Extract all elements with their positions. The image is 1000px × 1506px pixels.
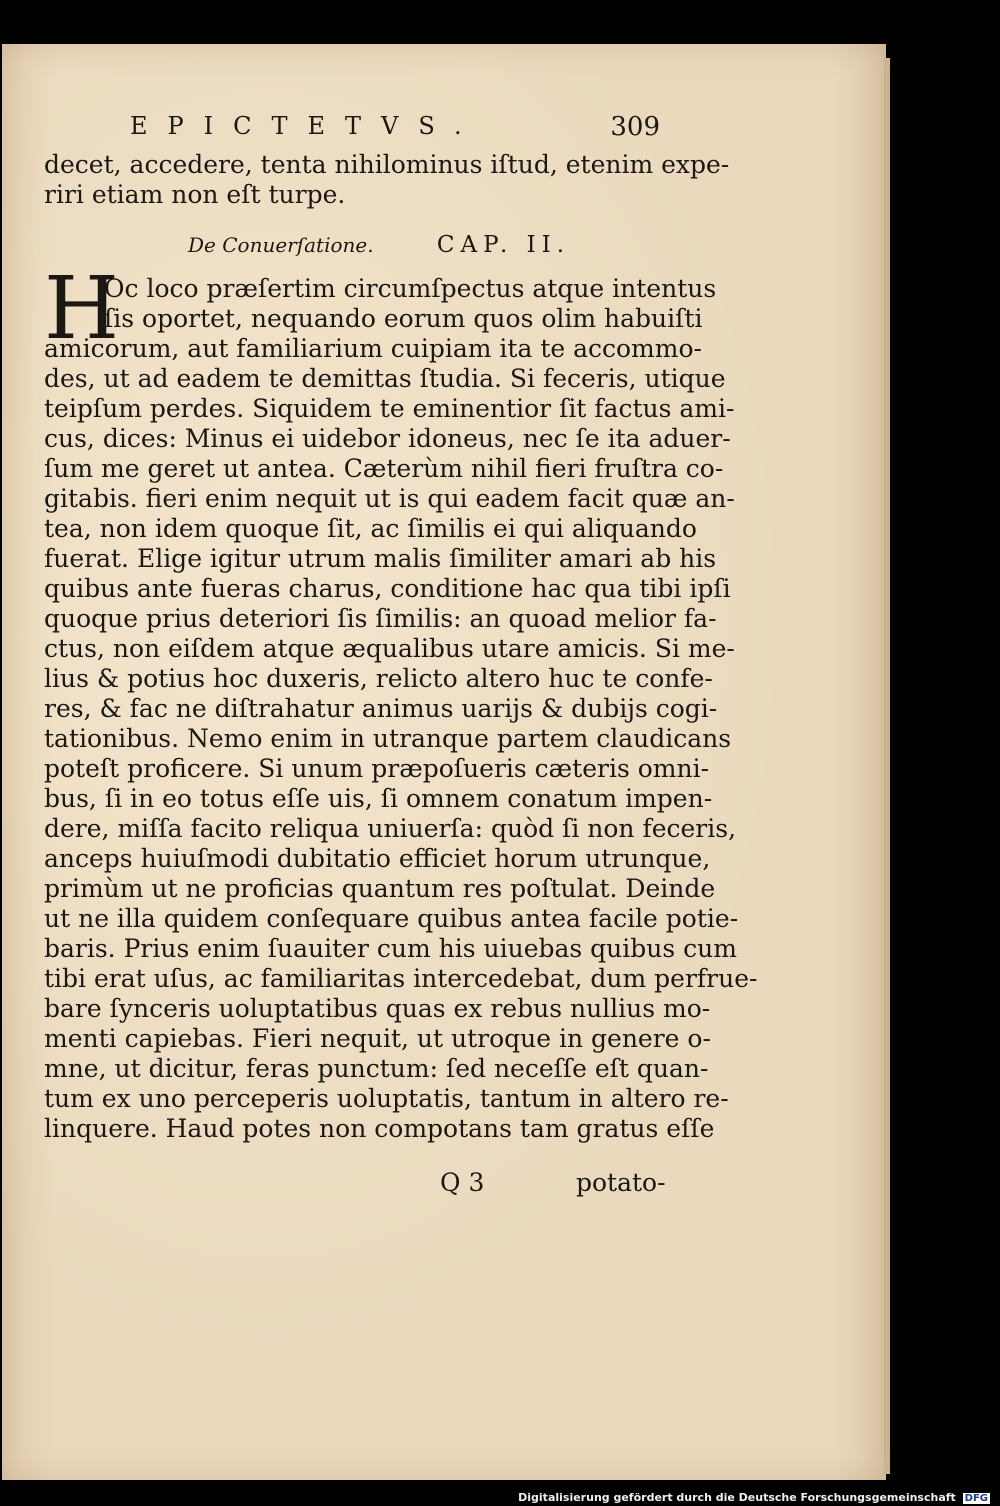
text-line: tea, non idem quoque ſit, ac ſimilis ei qui aliquando: [44, 514, 697, 543]
text-line: quibus ante fueras charus, conditione hac qua tibi ipſi: [44, 574, 731, 603]
running-head: [130, 112, 660, 146]
text-line: tationibus. Nemo enim in utranque partem claudicans: [44, 724, 732, 753]
text-line: tibi erat uſus, ac familiaritas intercedebat, dum perfrue-: [44, 964, 758, 993]
text-line: decet, accedere, tenta nihilominus iſtud, etenim expe-: [44, 150, 730, 179]
text-line: ctus, non eiſdem atque æqualibus utare amicis. Si me-: [44, 634, 735, 663]
chapter-subject: De Conuerſatione.: [188, 233, 374, 257]
text-line: riri etiam non eſt turpe.: [44, 180, 346, 209]
text-line: ſis oportet, nequando eorum quos olim habuiſti: [104, 304, 703, 333]
text-line: ſum me geret ut antea. Cæterùm nihil fieri fruſtra co-: [44, 454, 724, 483]
text-line: Oc loco præſertim circumſpectus atque intentus: [104, 274, 717, 303]
text-line: bus, ſi in eo totus eſſe uis, ſi omnem conatum impen-: [44, 784, 713, 813]
chapter-number: CAP. II.: [436, 232, 571, 258]
text-line: baris. Prius enim ſuauiter cum his uiuebas quibus cum: [44, 934, 737, 963]
text-line: teipſum perdes. Siquidem te eminentior ſit factus ami-: [44, 394, 735, 423]
page-edge: [884, 58, 890, 1474]
text-line: des, ut ad eadem te demittas ſtudia. Si feceris, utique: [44, 364, 726, 393]
catchword: potato-: [576, 1168, 666, 1197]
page-number: 309: [610, 112, 660, 142]
text-line: mne, ut dicitur, feras punctum: ſed neceſſe eſt quan-: [44, 1054, 709, 1083]
text-line: cus, dices: Minus ei uidebor idoneus, nec ſe ita aduer-: [44, 424, 731, 453]
text-line: poteſt proficere. Si unum præpoſueris cæteris omni-: [44, 754, 710, 783]
text-line: menti capiebas. Fieri nequit, ut utroque in genere o-: [44, 1024, 711, 1053]
text-line: lius & potius hoc duxeris, relicto altero huc te confe-: [44, 664, 713, 693]
text-line: bare ſynceris uoluptatibus quas ex rebus nullius mo-: [44, 994, 711, 1023]
text-line: fuerat. Elige igitur utrum malis ſimiliter amari ab his: [44, 544, 717, 573]
drop-capital: H: [44, 259, 119, 359]
text-line: dere, miſſa facito reliqua uniuerſa: quòd ſi non feceris,: [44, 814, 737, 843]
text-line: gitabis. fieri enim nequit ut is qui eadem facit quæ an-: [44, 484, 735, 513]
text-line: primùm ut ne proficias quantum res poſtulat. Deinde: [44, 874, 716, 903]
text-line: amicorum, aut familiarium cuipiam ita te accommo-: [44, 334, 702, 363]
credit-text: Digitalisierung gefördert durch die Deutsche Forschungsgemeinschaft: [518, 1491, 956, 1504]
digitization-credit: [518, 1491, 990, 1504]
text-line: linquere. Haud potes non compotans tam gratus eſſe: [44, 1114, 715, 1143]
signature-mark: Q 3: [440, 1168, 485, 1197]
running-title: EPICTETVS.: [130, 112, 482, 140]
text-line: tum ex uno perceperis uoluptatis, tantum in altero re-: [44, 1084, 729, 1113]
text-line: quoque prius deteriori ſis ſimilis: an quoad melior fa-: [44, 604, 717, 633]
text-line: ut ne illa quidem conſequare quibus antea facile potie-: [44, 904, 739, 933]
chapter-heading: [188, 230, 570, 260]
dfg-logo: DFG: [964, 1493, 988, 1504]
text-line: anceps huiuſmodi dubitatio efficiet horum utrunque,: [44, 844, 711, 873]
text-line: res, & fac ne diſtrahatur animus uarijs & dubijs cogi-: [44, 694, 718, 723]
